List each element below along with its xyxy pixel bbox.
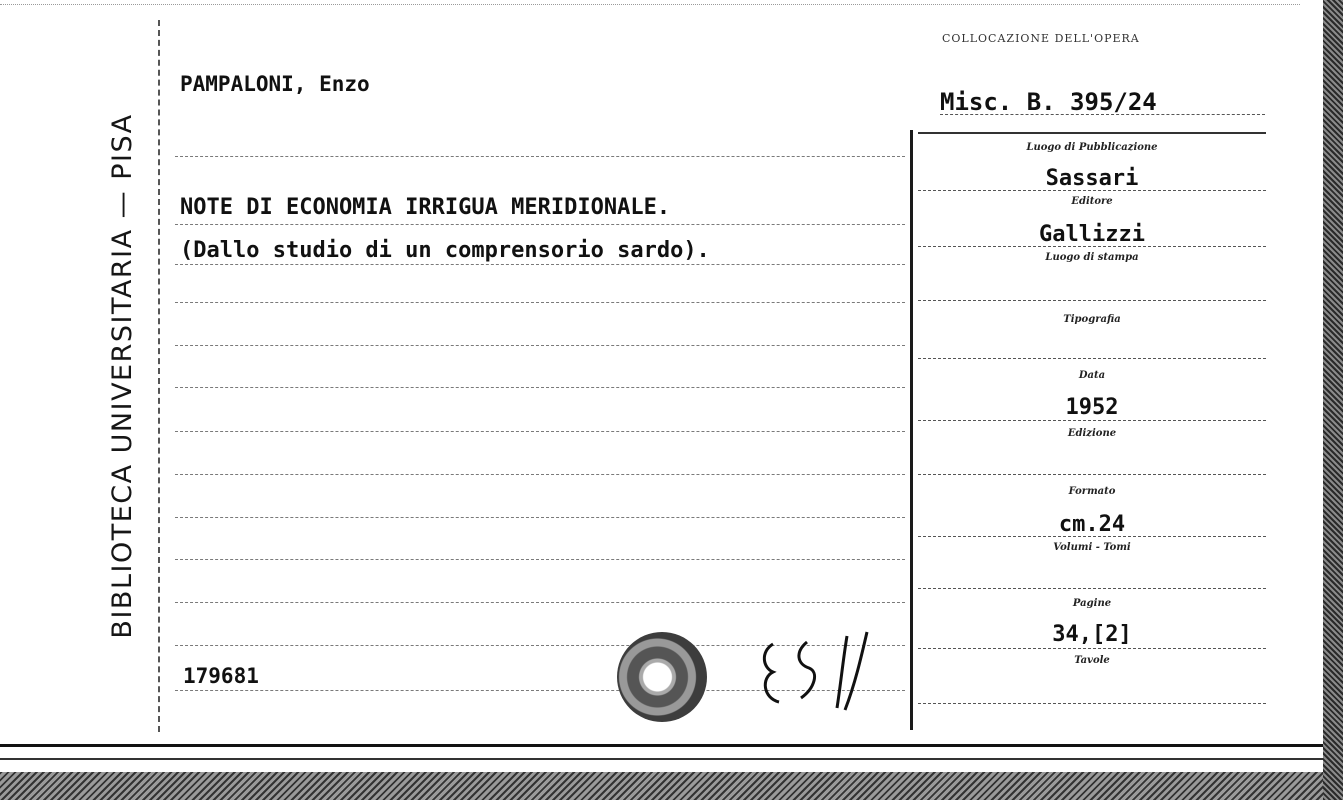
collocation-header: COLLOCAZIONE DELL'OPERA [942,32,1140,45]
card-rule [175,602,905,603]
field-rule [918,536,1266,537]
bottom-border [0,758,1343,760]
format-label: Formato [1068,486,1116,497]
card-rule [175,224,905,225]
publisher-value: Gallizzi [1039,222,1145,247]
inventory-number: 179681 [183,664,259,688]
card-rule [175,387,905,388]
shelfmark: Misc. B. 395/24 [940,88,1157,116]
field-rule [918,190,1266,191]
stamp-icon [617,632,707,722]
library-stamp-text: BIBLIOTECA UNIVERSITARIA — PISA [107,113,138,639]
date-value: 1952 [1065,395,1119,420]
volumes-label: Volumi - Tomi [1053,542,1131,553]
place-value: Sassari [1045,166,1139,191]
typography-label: Tipografia [1063,314,1121,325]
field-rule [918,474,1266,475]
card-rule [175,431,905,432]
field-rule [918,358,1266,359]
date-label: Data [1078,370,1106,381]
field-rule [918,300,1266,301]
card-rule [175,474,905,475]
plates-label: Tavole [1074,655,1110,666]
signature-icon [755,628,895,718]
card-rule [175,264,905,265]
field-box-top [918,132,1266,134]
field-rule [918,420,1266,421]
format-value: cm.24 [1058,512,1126,537]
pages-label: Pagine [1072,598,1112,609]
print-place-label: Luogo di stampa [1045,252,1139,263]
column-divider [910,130,913,730]
card-rule [175,517,905,518]
publisher-label: Editore [1071,196,1113,207]
card-rule [175,302,905,303]
top-border [0,4,1300,5]
bottom-border [0,744,1330,747]
edition-label: Edizione [1067,428,1117,439]
scan-edge-right [1323,0,1343,800]
title-line-2: (Dallo studio di un comprensorio sardo). [180,238,710,263]
author-name: PAMPALONI, Enzo [180,72,370,96]
card-rule [175,345,905,346]
field-rule [918,246,1266,247]
scan-edge-bottom [0,772,1343,800]
card-rule [175,559,905,560]
pages-value: 34,[2] [1052,622,1132,647]
left-margin-line [158,20,160,732]
card-rule [175,156,905,157]
field-rule [918,648,1266,649]
field-rule [918,588,1266,589]
field-rule [918,703,1266,704]
place-label: Luogo di Pubblicazione [1026,142,1158,153]
title-line-1: NOTE DI ECONOMIA IRRIGUA MERIDIONALE. [180,195,671,220]
shelfmark-underline [940,114,1265,115]
